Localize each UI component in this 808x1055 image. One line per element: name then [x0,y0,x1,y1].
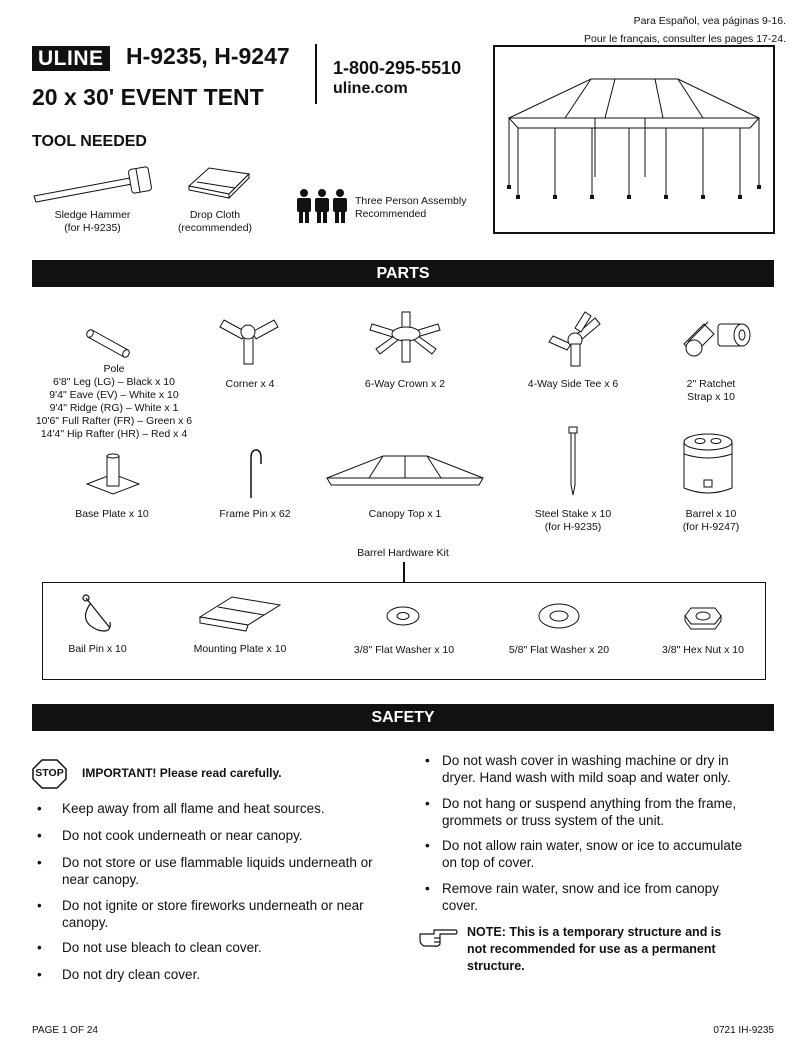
tent-illustration [493,45,775,234]
ratchet-strap-icon [680,318,755,363]
part-sublabel: (for H-9235) [544,521,602,533]
canopy-top-icon [325,452,485,497]
safety-item: • Do not ignite or store fireworks underneath or near canopy. [37,898,364,930]
stop-sign-icon [32,759,67,789]
french-note: Pour le français, consulter les pages 17-24. [584,33,786,45]
pole-ridge-line: 9'4" Ridge (RG) – White x 1 [49,402,179,414]
steel-stake-icon [566,425,580,497]
drop-cloth-icon [187,164,252,200]
pole-eave-line: 9'4" Eave (EV) – White x 10 [49,389,179,401]
pointing-hand-icon [418,926,458,948]
safety-item: • Do not use bleach to clean cover. [37,940,262,955]
six-way-crown-icon [368,310,443,365]
base-plate-icon [85,452,140,497]
frame-pin-icon [245,448,265,500]
tool-label: Sledge Hammer [54,209,131,221]
part-label: 4-Way Side Tee x 6 [527,378,619,390]
hex-nut-icon [683,602,723,632]
part-label: Base Plate x 10 [75,508,149,520]
part-sublabel: (for H-9247) [682,521,740,533]
website: uline.com [333,80,408,97]
small-washer-icon [385,604,421,628]
pole-icon [86,320,141,360]
spanish-note: Para Español, vea páginas 9-16. [633,15,786,27]
part-label: 6-Way Crown x 2 [364,378,446,390]
large-washer-icon [537,601,581,631]
kit-title: Barrel Hardware Kit [357,547,449,559]
kit-connector-line [403,562,405,582]
tools-heading: TOOL NEEDED [32,133,147,150]
document-code: 0721 IH-9235 [713,1025,774,1036]
safety-item: • Do not wash cover in washing machine or dry in dryer. Hand wash with mild soap and water only. [425,753,731,785]
safety-item: • Do not store or use flammable liquids underneath or near canopy. [37,855,373,887]
hardware-kit-box [42,582,766,680]
kit-item-label: Bail Pin x 10 [68,643,127,655]
note-text: NOTE: This is a temporary structure and is not recommended for use as a permanent structure. [467,925,722,973]
phone-number: 1-800-295-5510 [333,58,462,78]
product-title: 20 x 30' EVENT TENT [32,84,264,110]
tool-label: Drop Cloth [189,209,241,221]
safety-item: • Do not dry clean cover. [37,967,201,982]
tool-sublabel: (recommended) [177,222,253,234]
safety-item: • Do not cook underneath or near canopy. [37,828,303,843]
kit-item-label: Mounting Plate x 10 [193,643,287,655]
header-divider [315,44,317,104]
tool-sublabel: (for H-9235) [64,222,121,234]
tool-sublabel: Recommended [355,208,427,220]
part-label: Frame Pin x 62 [219,508,291,520]
model-numbers: H-9235, H-9247 [126,43,290,69]
bail-pin-icon [80,592,120,637]
safety-heading: SAFETY [32,704,774,731]
parts-heading: PARTS [32,260,774,287]
pole-hip-rafter-line: 14'4" Hip Rafter (HR) – Red x 4 [40,428,188,440]
three-person-icon [296,189,348,225]
part-label: Steel Stake x 10 [534,508,612,520]
four-way-side-tee-icon [545,310,605,370]
part-sublabel: Strap x 10 [687,391,735,403]
kit-item-label: 3/8" Hex Nut x 10 [662,644,744,656]
corner-connector-icon [220,312,280,367]
part-label: 2" Ratchet [686,378,736,390]
pole-leg-line: 6'8" Leg (LG) – Black x 10 [53,376,175,388]
safety-item: • Remove rain water, snow and ice from canopy cover. [425,881,719,913]
part-label: Canopy Top x 1 [368,508,442,520]
pole-full-rafter-line: 10'6" Full Rafter (FR) – Green x 6 [35,415,193,427]
barrel-icon [678,430,738,500]
safety-item: • Do not hang or suspend anything from the frame, grommets or truss system of the unit. [425,796,737,828]
mounting-plate-icon [198,595,283,635]
safety-item: • Keep away from all flame and heat sources. [37,801,325,816]
important-text: IMPORTANT! Please read carefully. [82,766,282,780]
kit-item-label: 5/8" Flat Washer x 20 [508,644,610,656]
safety-item: • Do not allow rain water, snow or ice to accumulate on top of cover. [425,838,743,870]
part-label: Corner x 4 [225,378,275,390]
page-number: PAGE 1 OF 24 [32,1025,98,1036]
brand-logo: ULINE [32,46,110,71]
pole-title: Pole [103,363,125,375]
sledge-hammer-icon [32,162,157,202]
part-label: Barrel x 10 [685,508,737,520]
tool-label: Three Person Assembly [355,195,467,207]
kit-item-label: 3/8" Flat Washer x 10 [353,644,455,656]
assembled-tent-icon [495,47,773,232]
stop-label: STOP [35,767,64,779]
